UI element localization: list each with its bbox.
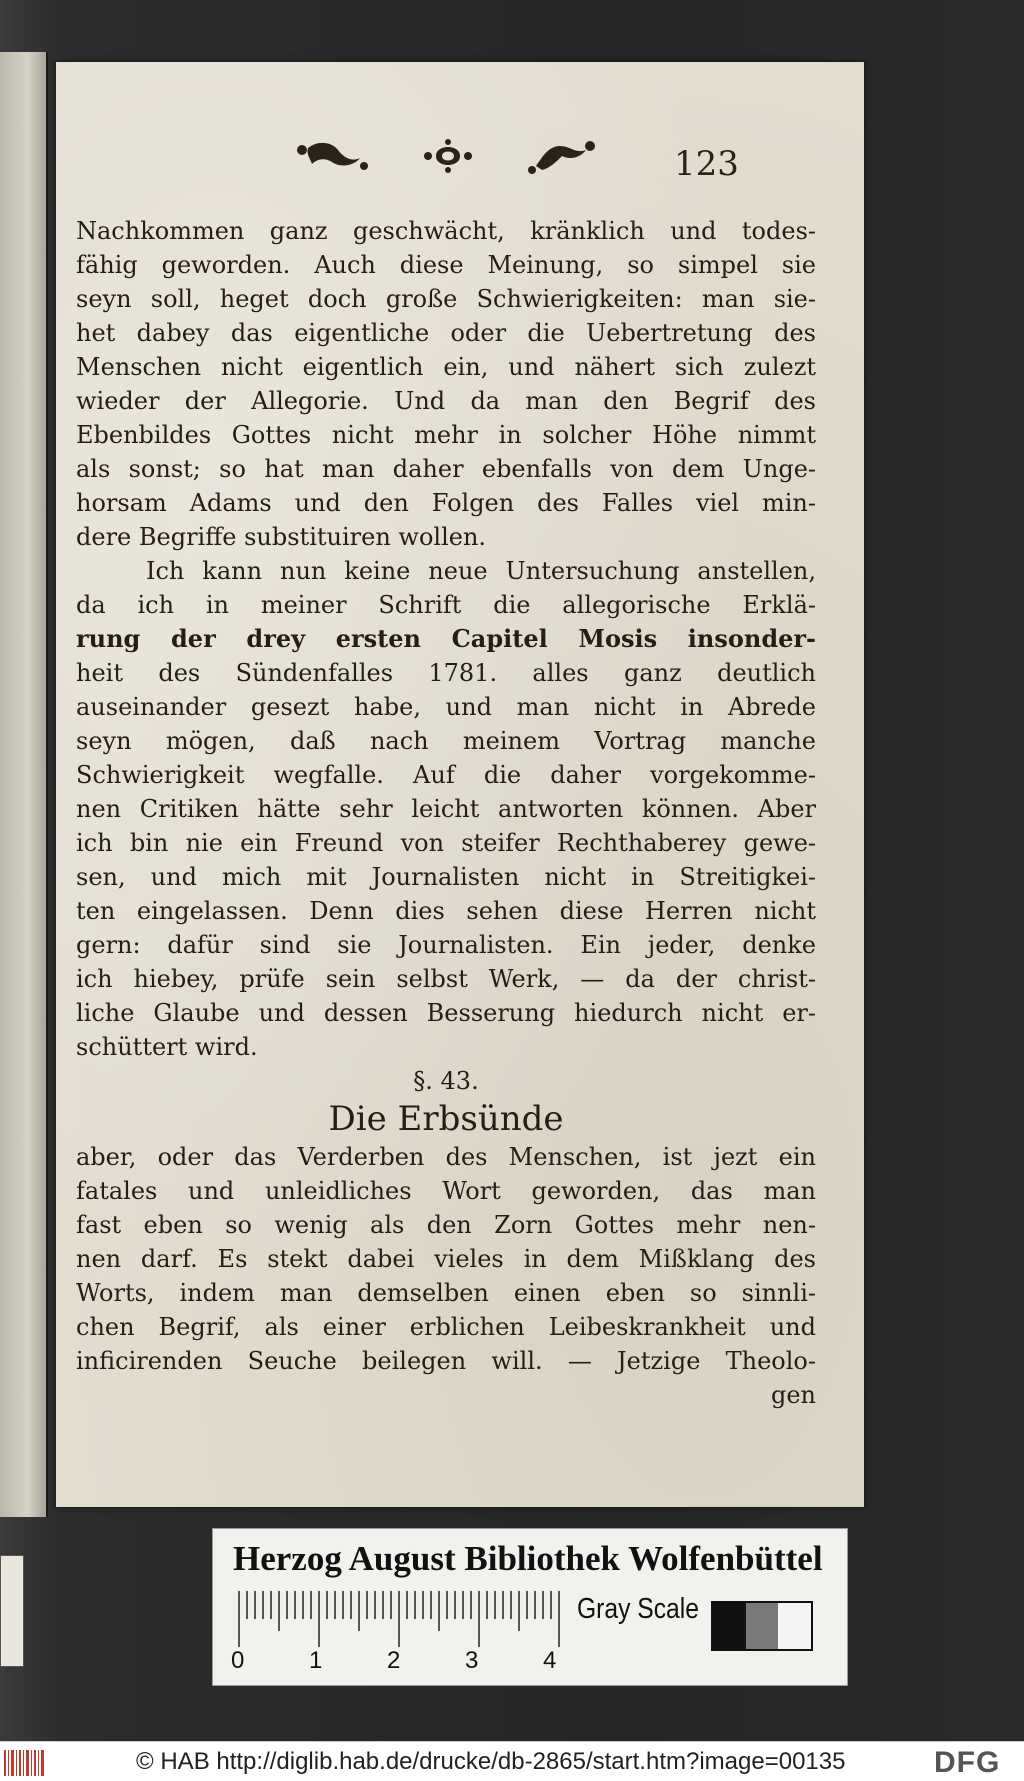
- ruler-scale: [237, 1591, 567, 1647]
- text-line: liche Glaube und dessen Besserung hiedurch nicht er-: [76, 999, 816, 1027]
- adjacent-label: [0, 1555, 24, 1667]
- text-line: rung der drey ersten Capitel Mosis insonder-: [76, 624, 816, 653]
- text-line: nen Critiken hätte sehr leicht antworten können. Aber: [76, 795, 816, 823]
- text-line: Menschen nicht eigentlich ein, und nähert sich zulezt: [76, 353, 816, 381]
- text-line: fatales und unleidliches Wort geworden, das man: [76, 1177, 816, 1205]
- text-line: Schwierigkeit wegfalle. Auf die daher vorgekomme-: [76, 761, 816, 789]
- paragraph-group-1: [76, 214, 816, 1064]
- section-heading: Die Erbsünde: [328, 1099, 564, 1139]
- text-line: seyn soll, heget doch große Schwierigkeiten: man sie-: [76, 285, 816, 313]
- text-line: heit des Sündenfalles 1781. alles ganz deutlich: [76, 659, 816, 687]
- text-line: aber, oder das Verderben des Menschen, ist jezt ein: [76, 1143, 816, 1171]
- paragraph-group-2: [76, 1140, 816, 1412]
- text-line: gen: [770, 1381, 816, 1409]
- ruler-label: 2: [387, 1647, 401, 1674]
- text-line: ich bin nie ein Freund von steifer Rechthaberey gewe-: [76, 829, 816, 857]
- gray-swatch-dark: [713, 1603, 746, 1649]
- text-line: ten eingelassen. Denn dies sehen diese Herren nicht: [76, 897, 816, 925]
- adjacent-page-text: [4, 220, 42, 254]
- ruler-label: 3: [465, 1647, 479, 1674]
- text-line: nen darf. Es stekt dabei vieles in dem Mißklang des: [76, 1245, 816, 1273]
- dfg-logo: DFG: [934, 1746, 1001, 1779]
- text-line: als sonst; so hat man daher ebenfalls von dem Unge-: [76, 455, 816, 483]
- gray-swatch-light: [778, 1603, 811, 1649]
- page-number: 123: [674, 144, 739, 184]
- library-name: Herzog August Bibliothek Wolfenbüttel: [233, 1539, 823, 1578]
- text-line: fast eben so wenig als den Zorn Gottes mehr nen-: [76, 1211, 816, 1239]
- calibration-card: [212, 1528, 848, 1686]
- book-page: [56, 62, 864, 1507]
- text-line: gern: dafür sind sie Journalisten. Ein jeder, denke: [76, 931, 816, 959]
- gray-scale-swatches: [711, 1601, 813, 1651]
- text-line: seyn mögen, daß nach meinem Vortrag manche: [76, 727, 816, 755]
- text-line: inficirenden Seuche beilegen will. — Jetzige Theolo-: [76, 1347, 816, 1375]
- footer-bar: [0, 1741, 1024, 1781]
- text-line: da ich in meiner Schrift die allegorische Erklä-: [76, 591, 816, 619]
- text-line: dere Begriffe substituiren wollen.: [76, 523, 487, 551]
- gray-swatch-mid: [746, 1603, 779, 1649]
- text-line: Worts, indem man demselben einen eben so sinnli-: [76, 1279, 816, 1307]
- text-line: sen, und mich mit Journalisten nicht in Streitigkei-: [76, 863, 816, 891]
- gray-scale-label: Gray Scale: [577, 1593, 699, 1625]
- section-number: §. 43.: [413, 1067, 479, 1095]
- text-line: fähig geworden. Auch diese Meinung, so simpel sie: [76, 251, 816, 279]
- text-line: het dabey das eigentliche oder die Uebertretung des: [76, 319, 816, 347]
- text-line: Nachkommen ganz geschwächt, kränklich und todes-: [76, 217, 816, 245]
- text-line: schüttert wird.: [76, 1033, 258, 1061]
- ruler-label: 0: [231, 1647, 245, 1674]
- text-line: Ich kann nun keine neue Untersuchung anstellen,: [146, 557, 816, 585]
- text-line: chen Begrif, als einer erblichen Leibeskrankheit und: [76, 1313, 816, 1341]
- barcode-icon: [4, 1750, 46, 1776]
- adjacent-page-edge: [0, 52, 48, 1517]
- text-line: ich hiebey, prüfe sein selbst Werk, — da der christ-: [76, 965, 816, 993]
- ruler-label: 4: [543, 1647, 557, 1674]
- ruler-label: 1: [309, 1647, 323, 1674]
- source-link[interactable]: © HAB http://diglib.hab.de/drucke/db-2865/start.htm?image=00135: [136, 1748, 846, 1775]
- body-text: [76, 214, 816, 1412]
- text-line: Ebenbildes Gottes nicht mehr in solcher Höhe nimmt: [76, 421, 816, 449]
- text-line: wieder der Allegorie. Und da man den Begrif des: [76, 387, 816, 415]
- header-ornament-icon: [288, 136, 608, 176]
- text-line: auseinander gesezt habe, und man nicht in Abrede: [76, 693, 816, 721]
- text-line: horsam Adams und den Folgen des Falles viel min-: [76, 489, 816, 517]
